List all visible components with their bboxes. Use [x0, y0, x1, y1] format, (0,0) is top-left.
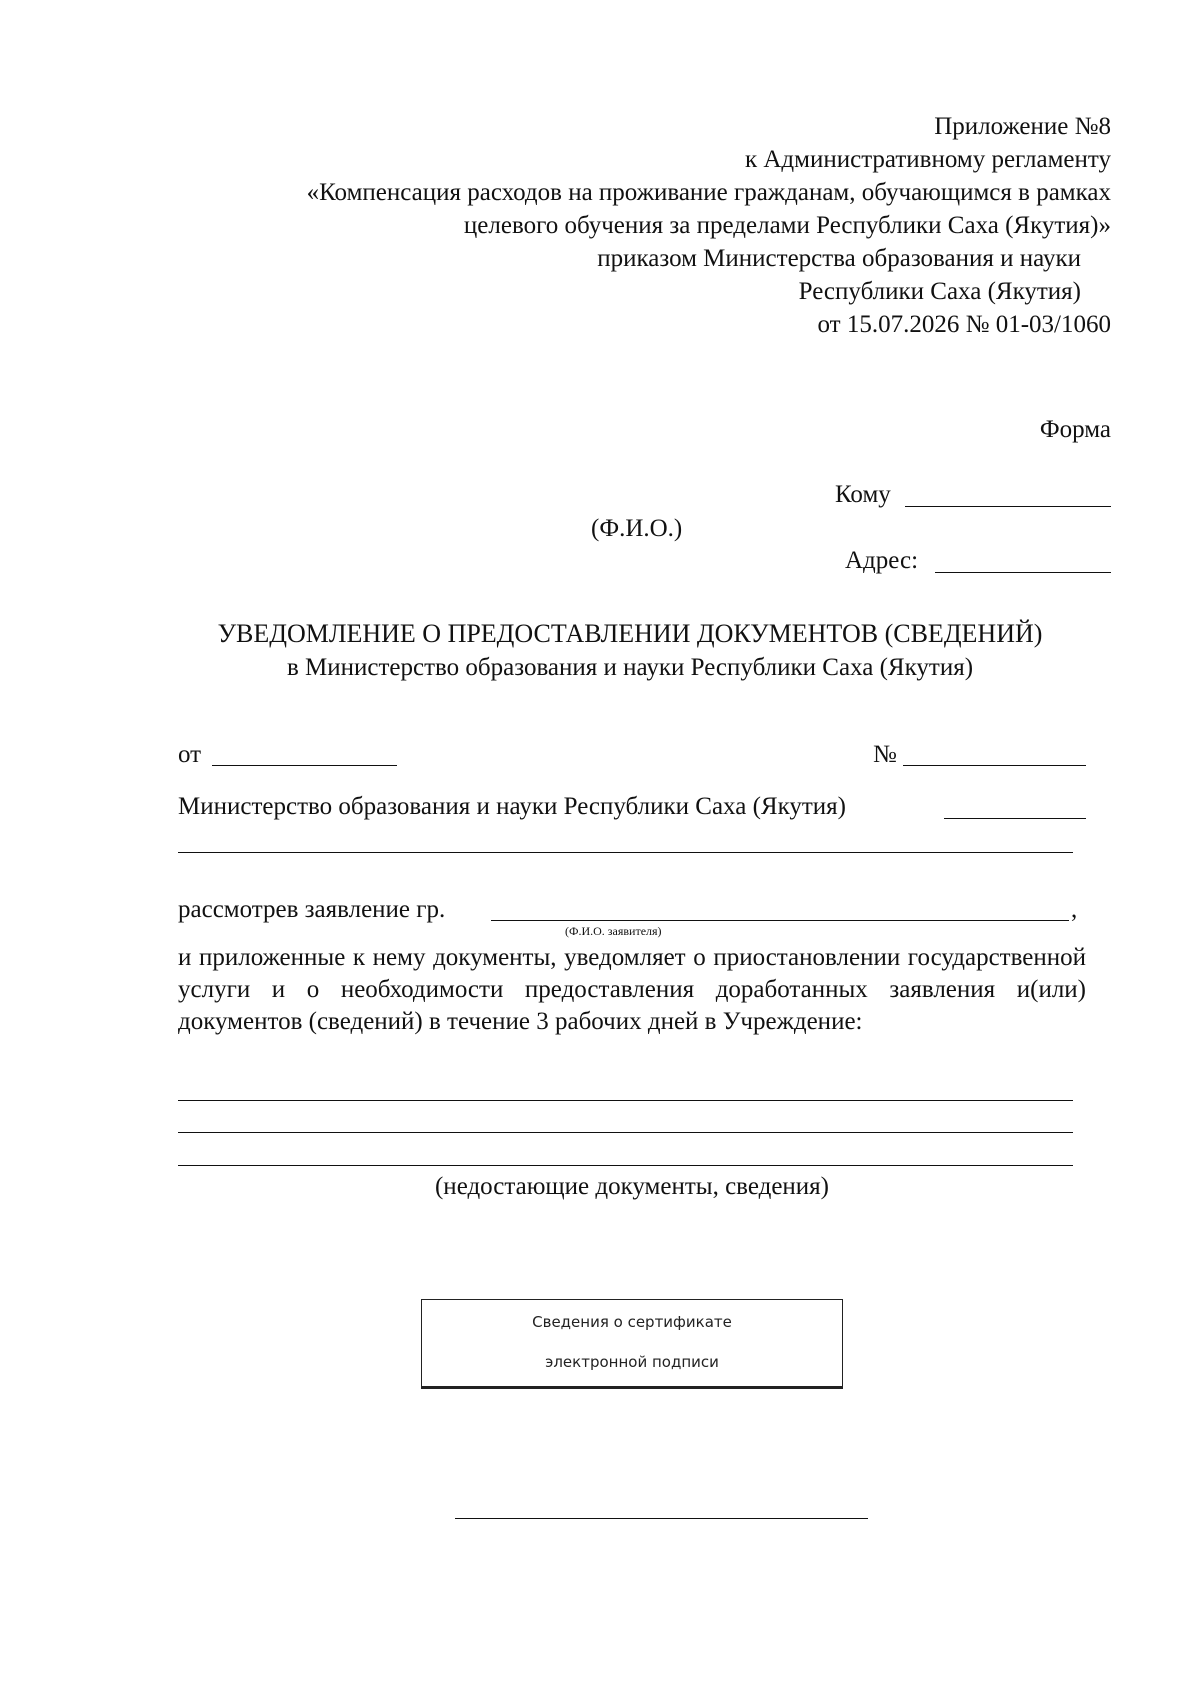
appendix-header [307, 110, 1111, 341]
reviewed-label: рассмотрев заявление гр. [178, 896, 446, 923]
missing-docs-line2[interactable] [178, 1132, 1073, 1133]
appendix-number: Приложение №8 [934, 113, 1111, 140]
order-date-number: от 15.07.2026 № 01-03/1060 [817, 311, 1111, 338]
regulation-title-line1: «Компенсация расходов на проживание гражданам, обучающимся в рамках [306, 179, 1111, 206]
notice-paragraph: и приложенные к нему документы, уведомляет о приостановлении государственной услуги и о необходимости предоставления доработанных заявления и(или) документов (сведений) в течение 3 рабочих дней в Учреждение: [178, 944, 1086, 1035]
missing-docs-line1[interactable] [178, 1100, 1073, 1101]
to-field[interactable] [905, 506, 1111, 507]
missing-docs-line3[interactable] [178, 1165, 1073, 1166]
fio-caption: (Ф.И.О.) [591, 515, 683, 542]
ministry-name: Министерство образования и науки Республики Саха (Якутия) [178, 793, 846, 820]
signature-box-line1: Сведения о сертификате [532, 1313, 732, 1331]
number-field[interactable] [903, 765, 1086, 766]
signature-certificate-box [421, 1299, 843, 1389]
notice-title: УВЕДОМЛЕНИЕ О ПРЕДОСТАВЛЕНИИ ДОКУМЕНТОВ (СВЕДЕНИЙ) [217, 619, 1043, 648]
applicant-caption: (Ф.И.О. заявителя) [565, 924, 662, 938]
order-line2: Республики Саха (Якутия) [798, 278, 1081, 305]
comma: , [1071, 896, 1078, 923]
from-label: от [178, 741, 202, 768]
regulation-reference: к Административному регламенту [744, 146, 1111, 173]
signature-line[interactable] [455, 1518, 868, 1519]
ministry-field-line2[interactable] [178, 852, 1073, 853]
number-label: № [873, 741, 897, 768]
order-line1: приказом Министерства образования и науки [597, 245, 1081, 272]
form-label: Форма [1039, 416, 1111, 443]
address-field[interactable] [935, 572, 1111, 573]
ministry-field-tail[interactable] [944, 818, 1086, 819]
regulation-title-line2: целевого обучения за пределами Республики Саха (Якутия)» [463, 212, 1111, 239]
applicant-name-field[interactable] [491, 920, 1069, 921]
to-label: Кому [835, 481, 891, 508]
address-label: Адрес: [845, 547, 919, 574]
missing-docs-caption: (недостающие документы, сведения) [434, 1173, 829, 1200]
from-date-field[interactable] [212, 765, 397, 766]
notice-subtitle: в Министерство образования и науки Республики Саха (Якутия) [286, 654, 974, 681]
signature-box-line2: электронной подписи [545, 1353, 719, 1371]
